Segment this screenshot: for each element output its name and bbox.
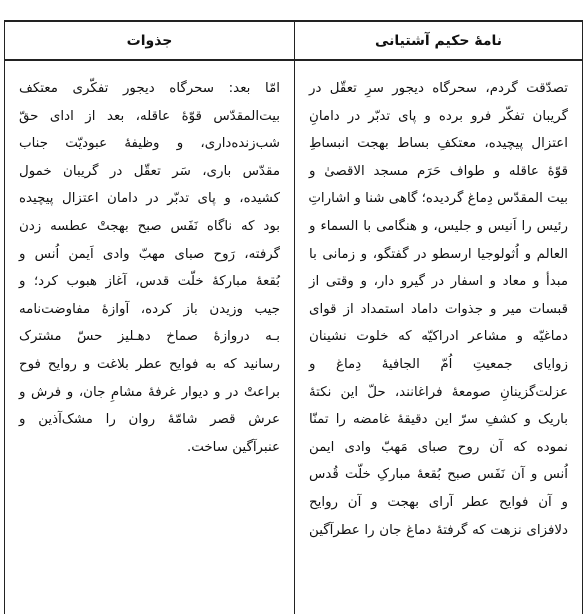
text-line: عزلت‌گزینانِ صومعهٔ فراغانند، حلّ این نکتهٔ [309, 384, 568, 400]
text-line: رئیس را اَنیس و جلیس، و هنگامی با السماء و [309, 218, 568, 234]
text-line: باریک و کشفِ سرّ این دقیقهٔ غامضه را تمنّا [309, 412, 568, 428]
text-line: عنبرآگین ساخت. [186, 439, 280, 455]
text-line: قبسات میر و جذوات داماد استمداد از قوای [309, 301, 568, 317]
text-line: بُقعهٔ مبارکهٔ خلّت قدس، آغاز هبوب کرد؛ و [19, 274, 280, 290]
text-line: زوایای جمعیتِ اُمّ الجافیهٔ دِماغ و [309, 356, 568, 372]
text-line: بـه دروازهٔ صماخ دهـلیز حسّ مشترک [19, 329, 280, 345]
text-line: بود که ناگاه نَفَس صبح بهجتْ عطسه زدن [19, 218, 280, 234]
column-jadhawat [5, 60, 295, 614]
text-column-left [5, 61, 294, 614]
text-line: شب‌زنده‌داری، و وظیفهٔ عبودیّت جناب [19, 136, 280, 152]
text-line: و آن فوایح عطر آرای بهجت و آن روایح [309, 494, 568, 510]
text-line: امّا بعد: سحرگاه دیجور تفکّری معتکف [19, 81, 280, 96]
column-ashtiani-letter [295, 60, 583, 614]
table-body-row [5, 60, 583, 614]
text-line: مبدأ و معاد و اسفار در گیرو دار، و وقتی از [309, 274, 568, 290]
text-line: دلافزای نزهت که گرفتهٔ دماغ جان را عطرآگین [309, 522, 568, 538]
text-line: تصدّقت گردم، سحرگاه دیجور سرِ تعقّل در [309, 81, 568, 96]
text-line: کشیده، و پای تدبّر در دامان اعتزال پیچیده [19, 191, 280, 207]
text-line: رسانید که به فوایح عطر بلاغت و روایح فوح [19, 356, 280, 372]
text-line: اعتزال پیچیده، معتکفِ بساط بهجت انبساطِ [309, 136, 568, 152]
text-line: قوّهٔ عاقله و طواف حَرَم مسجد الاقصیٰ و [309, 163, 568, 179]
text-line: عرش قصر شامّهٔ روان را مشک‌آذین و [19, 412, 280, 428]
text-line: نموده که آن روح صبای مَهبّ وادی ایمن [309, 439, 568, 455]
text-line: گریبان تفکّر فرو برده و پای تدبّر در دامانِ [309, 108, 568, 124]
column-heading-jadhawat: جذوات [5, 21, 295, 60]
column-heading-ashtiani-letter: نامهٔ حکیم آشتیانی [295, 21, 583, 60]
text-line: جیب وزیدن باز کرده، آوازهٔ مفاوضت‌نامه [19, 301, 280, 317]
comparison-table [4, 20, 583, 614]
text-line: مقدّس باری، سَر تعقّل در گریبان خمول [19, 163, 280, 179]
text-line: العالم و اُثولوجیا ارسطو در گفتگو، و زمانی با [309, 246, 568, 262]
text-line: بیت المقدّس دِماغ گردیده؛ گاهی شنا و اشاراتِ [308, 191, 568, 207]
text-column-right [295, 61, 582, 614]
text-line: براعتْ در و دیوار غرفهٔ مشامِ جان، و فرش و [19, 384, 280, 400]
text-line: دماغیّه و مشاعر ادراکیّه که خلوت نشینان [309, 329, 568, 345]
text-line: گرفته، رَوح صبای مهبّ وادی اَیمن اُنس و [19, 246, 280, 262]
text-line: بیت‌المقدّس قوّهٔ عاقله، بعد از ادای حقّ [19, 108, 280, 124]
text-line: اُنس و آن نَفَس صبح بُقعهٔ مبارکِ خلّت قُدس [309, 467, 568, 483]
table-header-row [5, 21, 583, 60]
